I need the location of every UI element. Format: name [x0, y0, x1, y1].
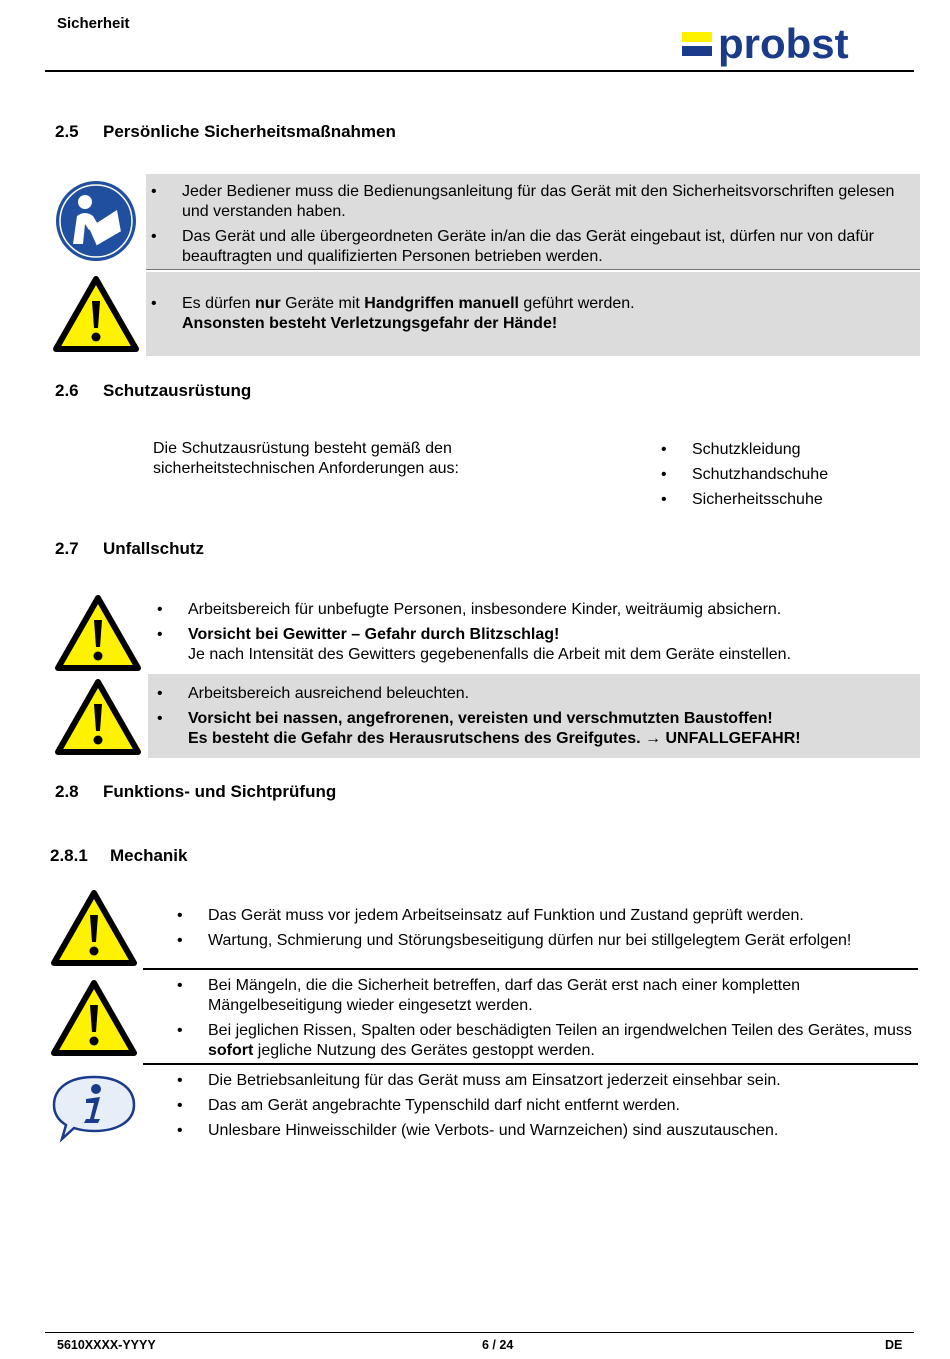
box-2-8-1-inspection: [172, 906, 917, 956]
list-item: • Vorsicht bei nassen, angefrorenen, vereisten und verschmutzten Baustoffen! Es besteht die Gefahr des Herausrutschens des Greifgutes. → UNFALLGEFAHR!: [152, 709, 920, 749]
list-item: • Arbeitsbereich ausreichend beleuchten.: [152, 684, 920, 704]
footer-doc-number: 5610XXXX-YYYY: [57, 1338, 156, 1352]
box-2-8-1-info: [172, 1071, 917, 1146]
list-item: • Bei jeglichen Rissen, Spalten oder beschädigten Teilen an irgendwelchen Teilen des Gerätes, muss sofort jegliche Nutzung des Gerätes gestoppt werden.: [172, 1021, 912, 1061]
divider: [143, 968, 918, 970]
box-2-7-access: [152, 600, 920, 670]
heading-2-7: 2.7 Unfallschutz: [55, 539, 205, 558]
list-item: • Jeder Bediener muss die Bedienungsanleitung für das Gerät mit den Sicherheitsvorschriften gelesen und verstanden haben.: [146, 182, 904, 222]
list-item: • Schutzhandschuhe: [656, 465, 828, 485]
heading-2-5: 2.5 Persönliche Sicherheitsmaßnahmen: [55, 122, 396, 141]
list-item: • Vorsicht bei Gewitter – Gefahr durch Blitzschlag! Je nach Intensität des Gewitters gegebenenfalls die Arbeit mit dem Geräte einstellen.: [152, 625, 920, 665]
list-item: • Es dürfen nur Geräte mit Handgriffen manuell geführt werden. Ansonsten besteht Verletzungsgefahr der Hände!: [146, 294, 920, 334]
list-item: • Unlesbare Hinweisschilder (wie Verbots- und Warnzeichen) sind auszutauschen.: [172, 1121, 917, 1141]
box-2-5-manual: [146, 174, 920, 270]
header-rule: [45, 70, 914, 72]
warning-icon: [51, 890, 137, 966]
list-item: • Arbeitsbereich für unbefugte Personen, insbesondere Kinder, weiträumig absichern.: [152, 600, 920, 620]
warning-icon: [51, 980, 137, 1056]
warning-icon: [55, 679, 141, 755]
ppe-list: [656, 440, 828, 515]
heading-2-8-1: 2.8.1 Mechanik: [50, 846, 188, 865]
probst-logo: [680, 20, 908, 68]
heading-2-8: 2.8 Funktions- und Sichtprüfung: [55, 782, 337, 801]
list-item: • Das Gerät und alle übergeordneten Geräte in/an die das Gerät eingebaut ist, dürfen nur von dafür beauftragten und qualifizierten Personen betrieben werden.: [146, 227, 904, 267]
list-item: • Schutzkleidung: [656, 440, 828, 460]
list-item: • Das am Gerät angebrachte Typenschild darf nicht entfernt werden.: [172, 1096, 917, 1116]
box-2-7-materials: [148, 674, 920, 758]
ppe-intro: Die Schutzausrüstung besteht gemäß den sicherheitstechnischen Anforderungen aus:: [153, 440, 459, 477]
warning-icon: [53, 276, 139, 352]
list-item: • Das Gerät muss vor jedem Arbeitseinsatz auf Funktion und Zustand geprüft werden.: [172, 906, 917, 926]
box-2-5-hands: [146, 272, 920, 356]
list-item: • Wartung, Schmierung und Störungsbeseitigung dürfen nur bei stillgelegtem Gerät erfolgen!: [172, 931, 917, 951]
warning-icon: [55, 595, 141, 671]
header-section-title: Sicherheit: [57, 15, 130, 32]
read-manual-icon: [55, 180, 137, 262]
logo-wordmark: probst: [718, 20, 849, 67]
box-2-8-1-defects: [172, 976, 912, 1066]
footer-rule: [45, 1332, 914, 1333]
footer-language: DE: [885, 1338, 903, 1352]
list-item: • Die Betriebsanleitung für das Gerät muss am Einsatzort jederzeit einsehbar sein.: [172, 1071, 917, 1091]
divider: [143, 1063, 918, 1065]
footer-page-number: 6 / 24: [482, 1338, 514, 1352]
list-item: • Bei Mängeln, die die Sicherheit betreffen, darf das Gerät erst nach einer kompletten Mängelbeseitigung wieder eingesetzt werden.: [172, 976, 912, 1016]
heading-2-6: 2.6 Schutzausrüstung: [55, 381, 252, 400]
list-item: • Sicherheitsschuhe: [656, 490, 828, 510]
info-icon: [50, 1073, 138, 1143]
